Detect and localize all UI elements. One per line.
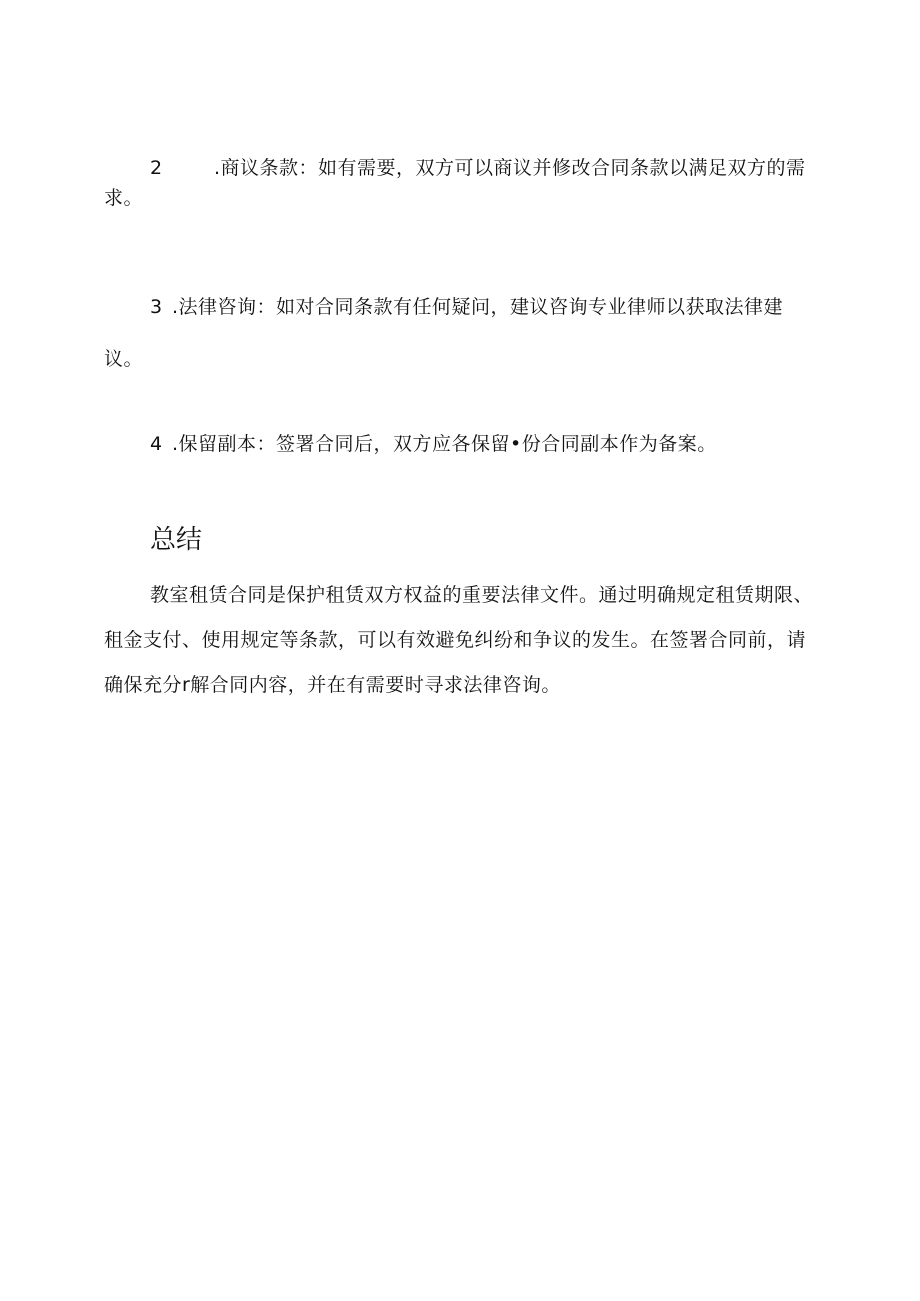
list-item-text: .商议条款：如有需要，双方可以商议并修改合同条款以满足双方的需求。 <box>104 157 806 209</box>
list-item-number: 3 <box>150 296 163 318</box>
list-item-negotiate-terms <box>104 153 820 213</box>
list-item-keep-copy <box>104 425 820 463</box>
list-item-number: 4 <box>150 433 163 455</box>
list-item-text: .法律咨询：如对合同条款有任何疑问，建议咨询专业律师以获取法律建议。 <box>104 296 784 370</box>
list-item-legal-consult <box>104 281 820 385</box>
summary-paragraph: 教室租赁合同是保护租赁双方权益的重要法律文件。通过明确规定租赁期限、租金支付、使用规定等条款，可以有效避免纠纷和争议的发生。在签署合同前，请确保充分r解合同内容，并在有需要时寻求法律咨询。 <box>104 584 814 696</box>
list-item-number: 2 <box>150 157 163 179</box>
section-title-summary: 总结 <box>150 525 203 555</box>
list-item-text: .保留副本：签署合同后，双方应各保留•份合同副本作为备案。 <box>172 433 717 455</box>
